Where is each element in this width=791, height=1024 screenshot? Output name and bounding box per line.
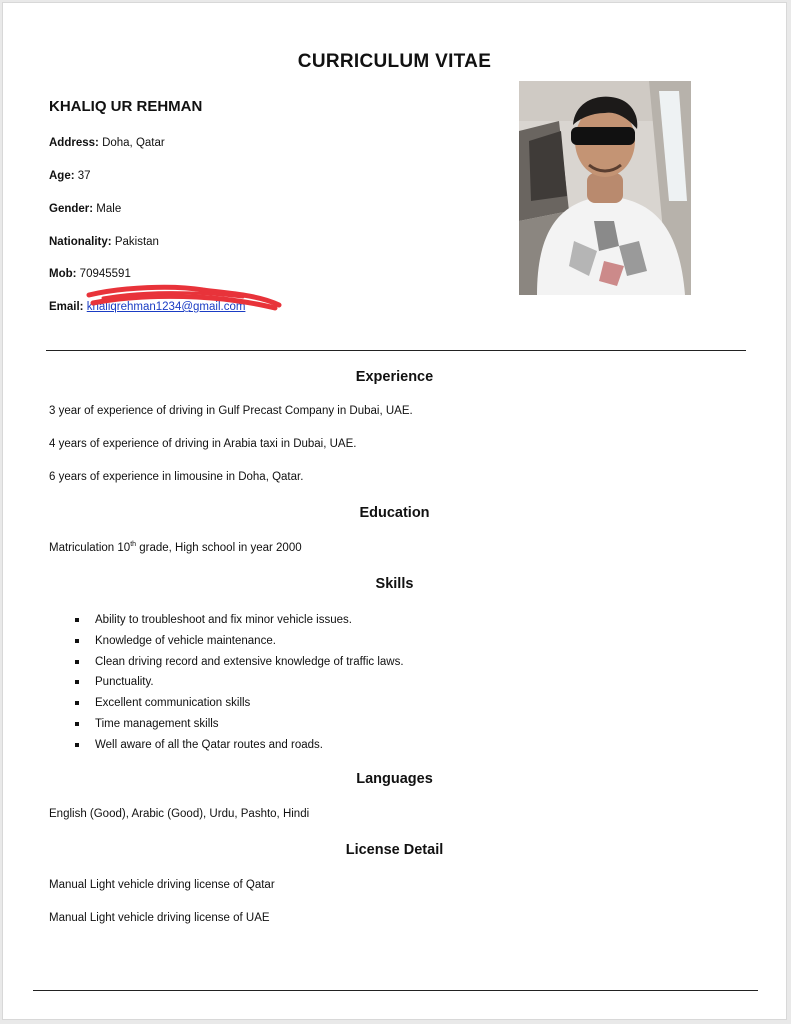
mobile-field (49, 268, 131, 280)
skill-text: Excellent communication skills (95, 697, 251, 710)
experience-item: 4 years of experience of driving in Arabia taxi in Dubai, UAE. (49, 438, 357, 450)
skill-item (75, 674, 404, 695)
age-field (49, 170, 91, 182)
address-label: Address: (49, 137, 99, 149)
mobile-label: Mob: (49, 268, 77, 280)
address-value: Doha, Qatar (102, 137, 165, 149)
license-item: Manual Light vehicle driving license of Qatar (49, 879, 275, 891)
bullet-icon (75, 618, 79, 622)
cv-page (2, 2, 787, 1020)
education-item (49, 541, 302, 554)
skills-list (75, 612, 404, 758)
skill-item (75, 612, 404, 633)
profile-photo (519, 81, 691, 295)
experience-item: 6 years of experience in limousine in Doha, Qatar. (49, 471, 304, 483)
languages-heading: Languages (356, 771, 433, 787)
experience-heading: Experience (355, 369, 434, 385)
bullet-icon (75, 701, 79, 705)
skill-text: Ability to troubleshoot and fix minor vehicle issues. (95, 614, 352, 626)
skills-heading: Skills (375, 576, 414, 592)
age-value: 37 (77, 170, 91, 182)
email-label: Email: (49, 301, 84, 313)
languages-text: English (Good), Arabic (Good), Urdu, Pashto, Hindi (49, 808, 310, 820)
bullet-icon (75, 680, 79, 684)
address-field (49, 137, 165, 149)
experience-item: 3 year of experience of driving in Gulf Precast Company in Dubai, UAE. (49, 405, 413, 417)
skill-text: Well aware of all the Qatar routes and roads. (95, 738, 323, 751)
bullet-icon (75, 743, 79, 747)
nationality-field (49, 236, 159, 248)
skill-item (75, 633, 404, 654)
gender-field (49, 203, 121, 215)
gender-label: Gender: (49, 203, 94, 215)
skill-text: Knowledge of vehicle maintenance. (95, 634, 276, 647)
education-heading: Education (359, 505, 430, 521)
education-sup: th (130, 541, 137, 548)
bullet-icon (75, 660, 79, 664)
age-label: Age: (49, 170, 75, 182)
skill-text: Punctuality. (95, 676, 154, 689)
skill-item (75, 737, 404, 758)
skill-text: Time management skills (95, 717, 219, 730)
mobile-value: 70945591 (79, 268, 131, 280)
education-prefix: Matriculation 10 (49, 541, 131, 554)
license-heading: License Detail (345, 842, 444, 858)
gender-value: Male (96, 203, 122, 215)
nationality-value: Pakistan (114, 236, 159, 248)
header-divider (46, 350, 746, 351)
bullet-icon (75, 722, 79, 726)
email-link[interactable]: khaliqrehman1234@gmail.com (86, 301, 246, 313)
cv-title: CURRICULUM VITAE (297, 51, 492, 72)
skill-item (75, 695, 404, 716)
candidate-name: KHALIQ UR REHMAN (49, 98, 203, 115)
education-suffix: grade, High school in year 2000 (136, 541, 302, 554)
nationality-label: Nationality: (49, 236, 112, 248)
footer-divider (33, 990, 758, 991)
bullet-icon (75, 639, 79, 643)
skill-text: Clean driving record and extensive knowledge of traffic laws. (95, 655, 404, 668)
skill-item (75, 654, 404, 675)
license-item: Manual Light vehicle driving license of UAE (49, 912, 270, 924)
skill-item (75, 716, 404, 737)
redaction-scribble (83, 281, 283, 315)
